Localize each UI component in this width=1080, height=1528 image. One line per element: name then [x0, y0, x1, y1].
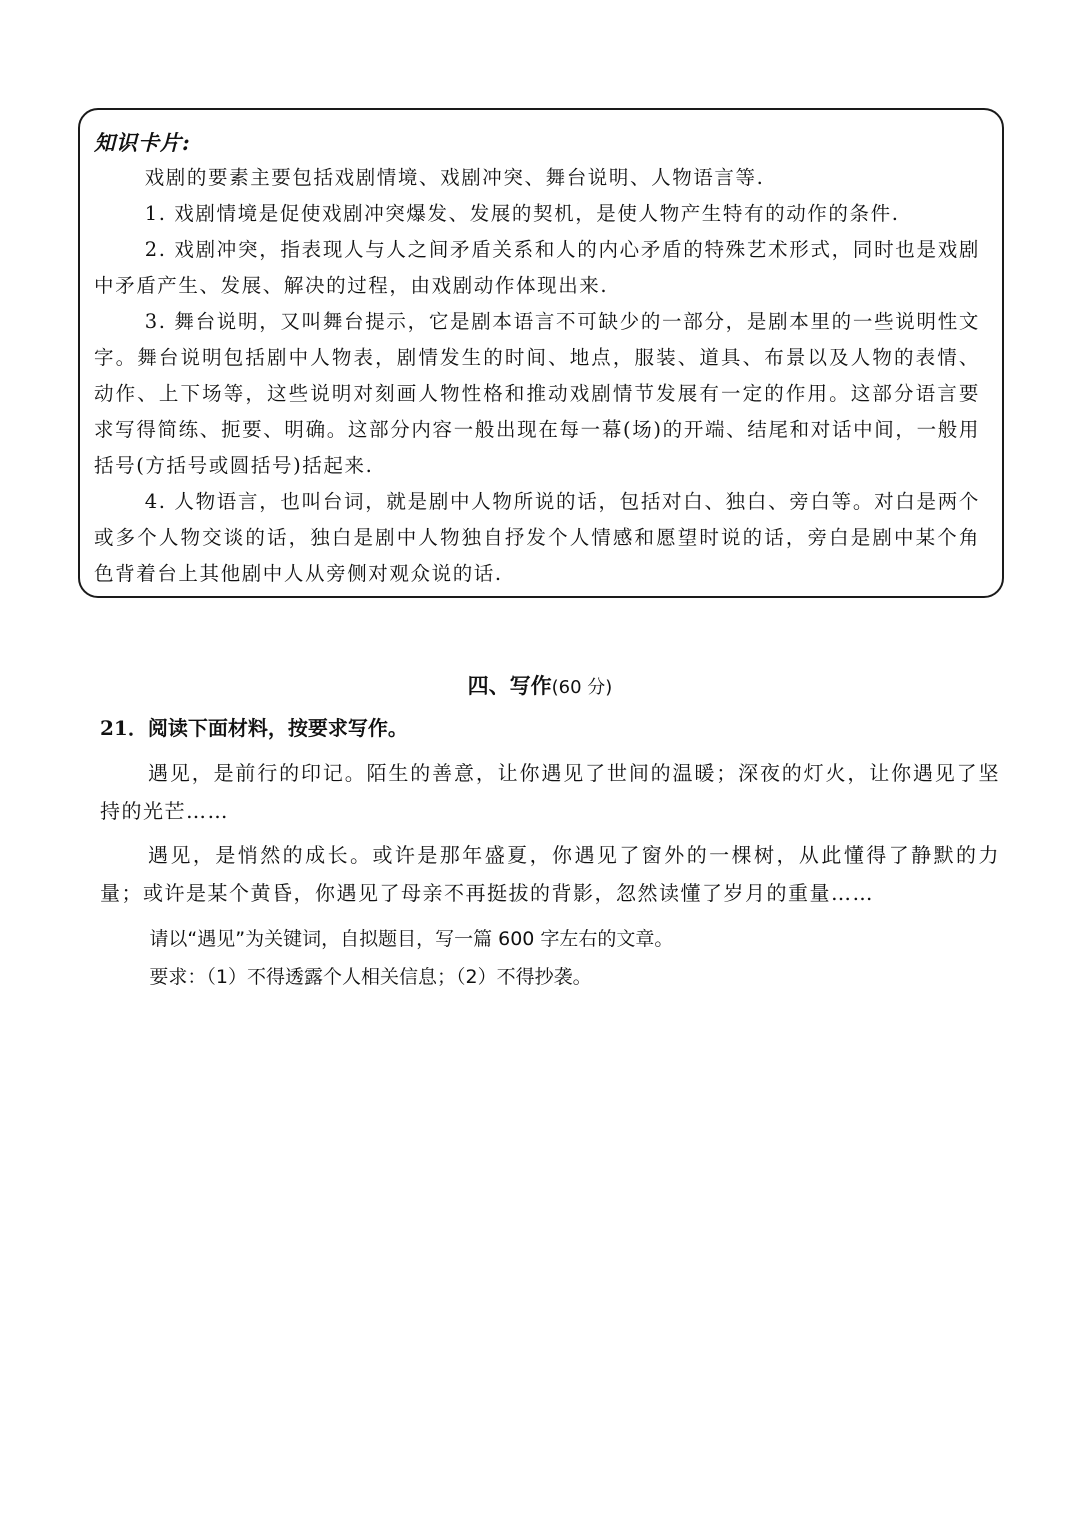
material-paragraph-2: 遇见，是悄然的成长。或许是那年盛夏，你遇见了窗外的一棵树，从此懂得了静默的力量；或许是某个黄昏，你遇见了母亲不再挺拔的背影，忽然读懂了岁月的重量……: [100, 843, 1000, 905]
knowledge-card-item-3: 3. 舞台说明，又叫舞台提示，它是剧本语言不可缺少的一部分，是剧本里的一些说明性文字。舞台说明包括剧中人物表，剧情发生的时间、地点，服装、道具、布景以及人物的表情、动作、上下场等，这些说明对刻画人物性格和推动戏剧情节发展有一定的作用。这部分语言要求写得简练、扼要、明确。这部分内容一般出现在每一幕(场)的开端、结尾和对话中间，一般用括号(方括号或圆括号)括起来.: [94, 310, 980, 477]
material-paragraph-1: 遇见，是前行的印记。陌生的善意，让你遇见了世间的温暖；深夜的灯火，让你遇见了坚持的光芒……: [100, 761, 1000, 823]
knowledge-card-item-4: 4. 人物语言，也叫台词，就是剧中人物所说的话，包括对白、独白、旁白等。对白是两个或多个人物交谈的话，独白是剧中人物独自抒发个人情感和愿望时说的话，旁白是剧中某个角色背着台上其他剧中人从旁侧对观众说的话.: [94, 490, 980, 585]
question-task: 请以“遇见”为关键词，自拟题目，写一篇 600 字左右的文章。: [149, 928, 674, 950]
question-requirements: 要求：（1）不得透露个人相关信息；（2）不得抄袭。: [149, 966, 592, 988]
question-task-block: [100, 920, 1000, 996]
question-instruction: 阅读下面材料，按要求写作。: [147, 716, 408, 740]
question-number: 21．: [100, 716, 148, 740]
knowledge-card-title: 知识卡片:: [94, 130, 191, 155]
section-score: (60 分): [551, 677, 613, 698]
knowledge-card: [78, 108, 1004, 598]
question-21: [100, 712, 1000, 996]
section-title: [0, 670, 1080, 704]
question-material: [100, 754, 1000, 912]
knowledge-card-item-1: 1. 戏剧情境是促使戏剧冲突爆发、发展的契机，是使人物产生特有的动作的条件.: [144, 202, 900, 225]
question-header: [100, 712, 1000, 744]
section-title-text: 四、写作: [467, 674, 552, 698]
knowledge-card-intro: 戏剧的要素主要包括戏剧情境、戏剧冲突、舞台说明、人物语言等.: [144, 166, 765, 189]
knowledge-card-item-2: 2. 戏剧冲突，指表现人与人之间矛盾关系和人的内心矛盾的特殊艺术形式，同时也是戏剧中矛盾产生、发展、解决的过程，由戏剧动作体现出来.: [94, 238, 980, 297]
